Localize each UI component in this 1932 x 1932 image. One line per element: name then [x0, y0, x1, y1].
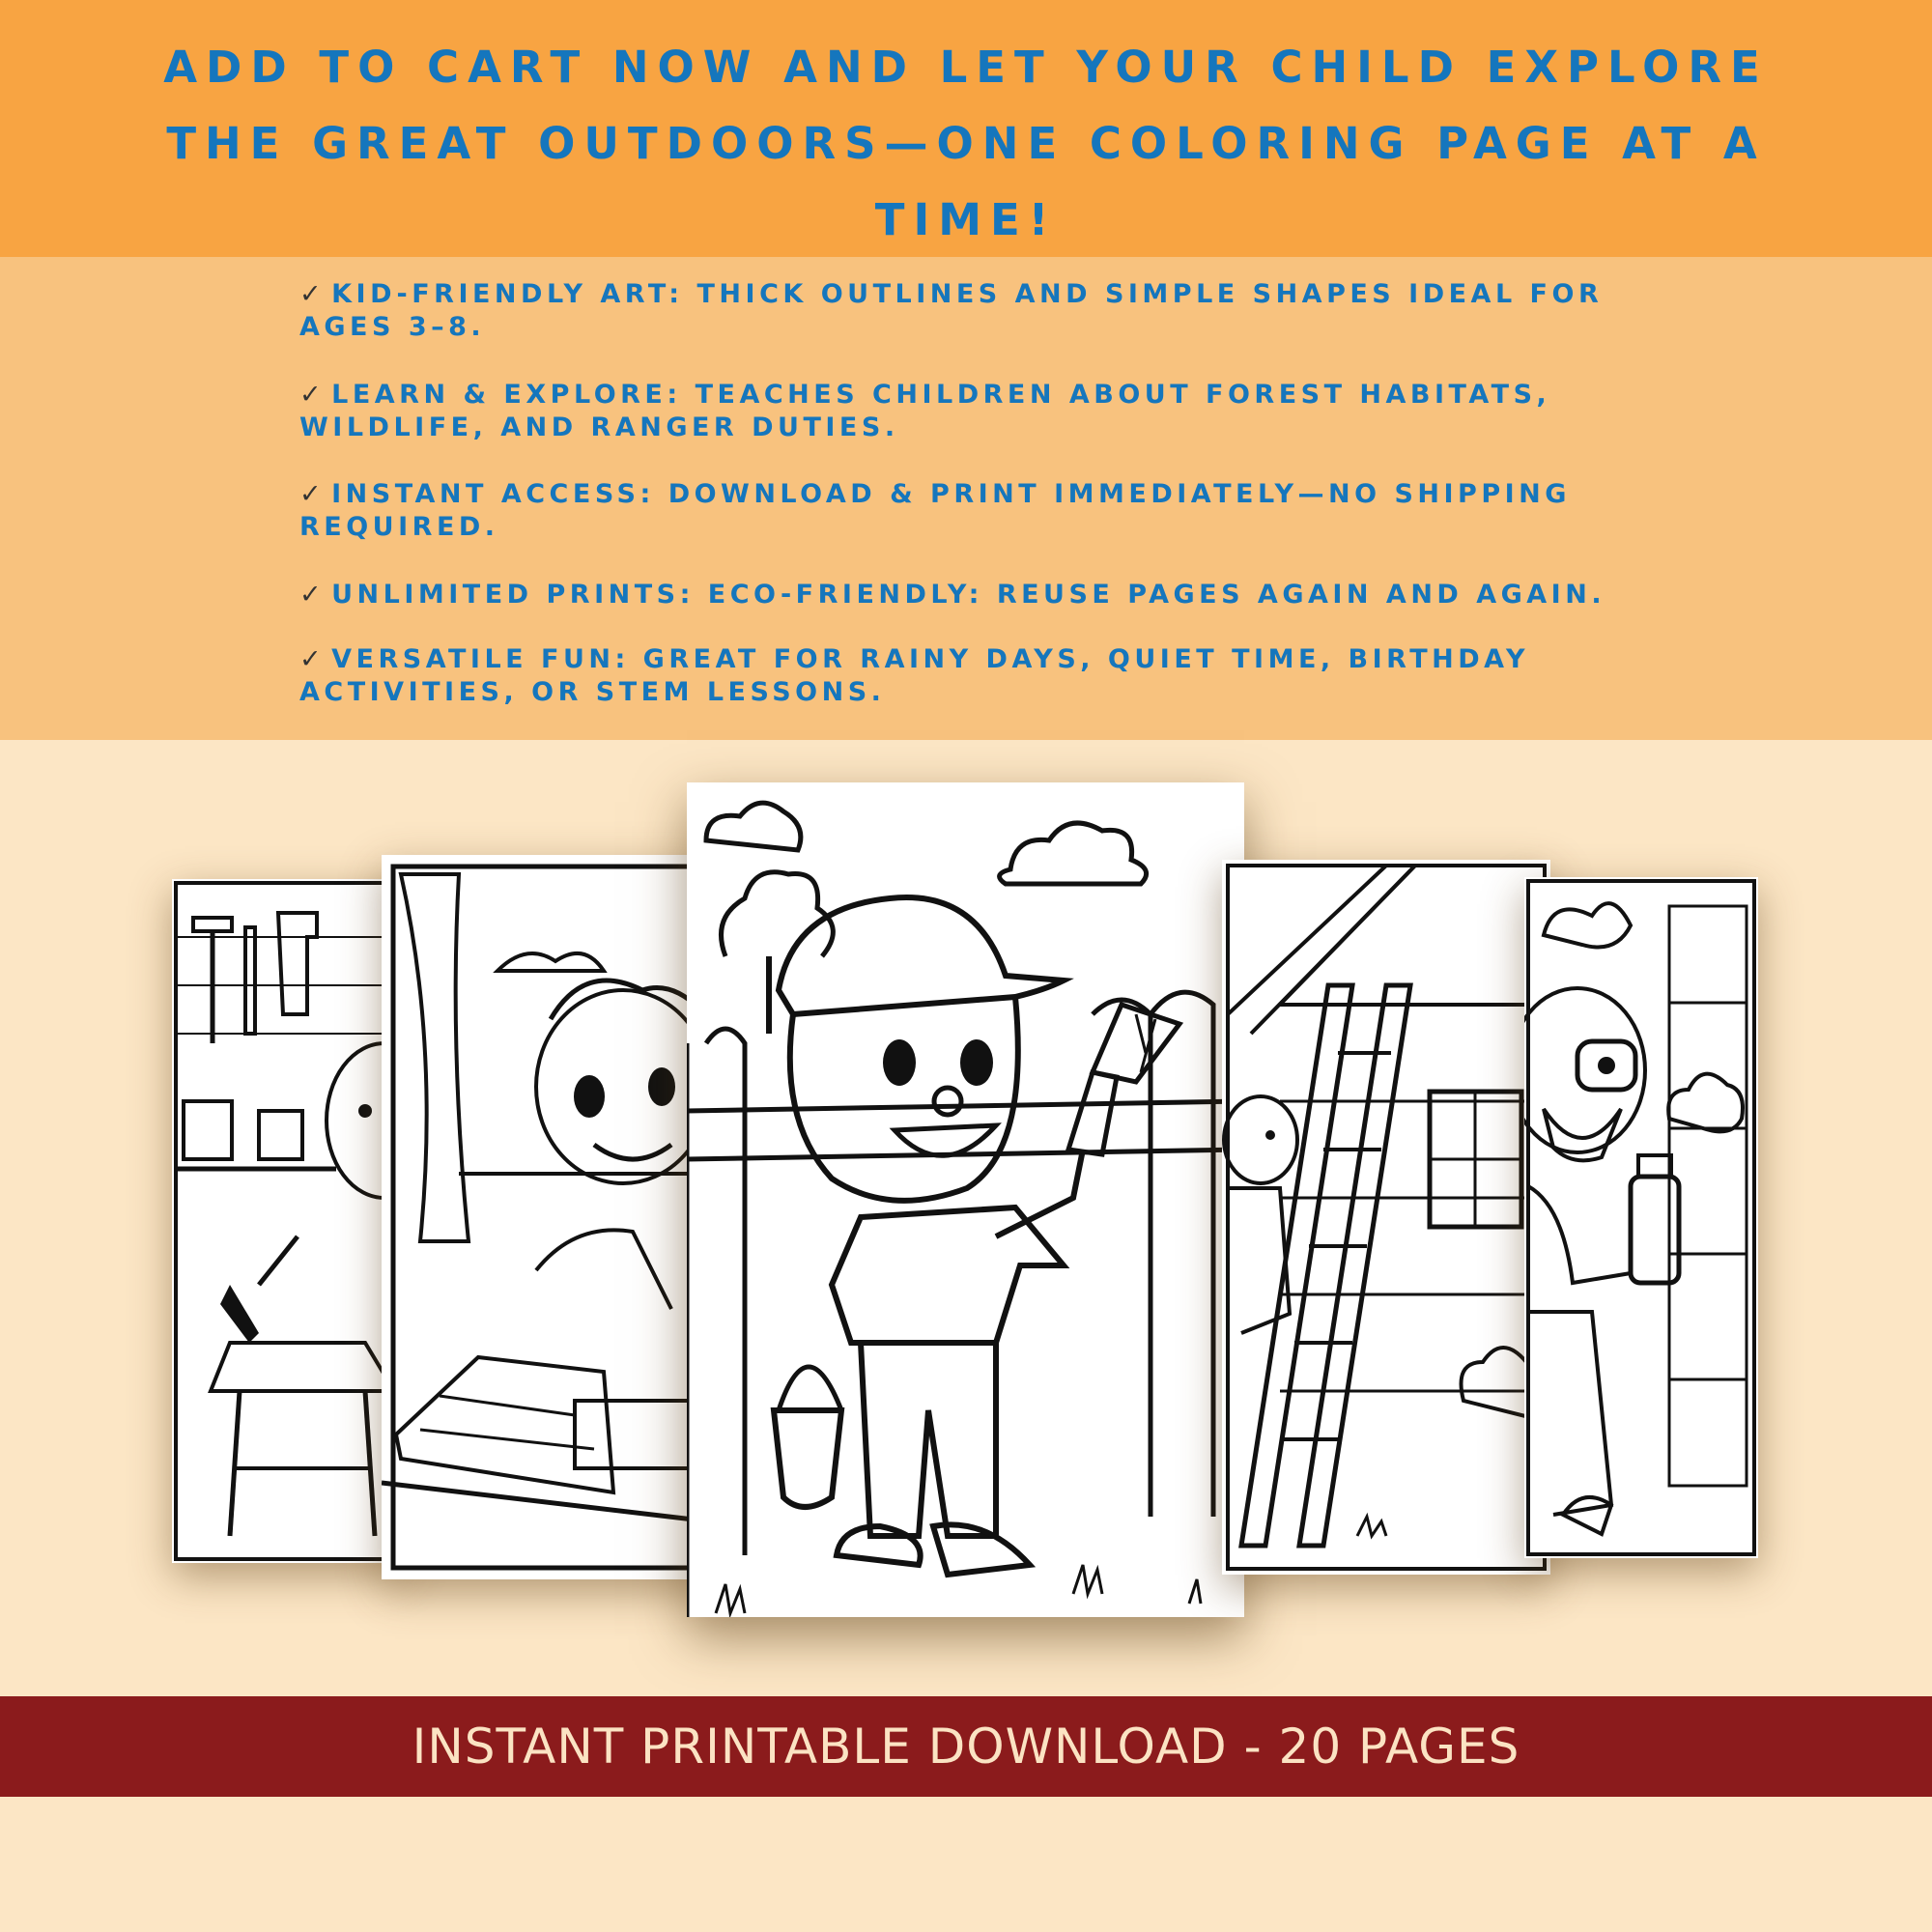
- coloring-page-illustration: [172, 879, 404, 1563]
- coloring-page-preview-2: [382, 855, 710, 1579]
- headline-banner: [0, 0, 1932, 257]
- feature-item-learn-explore: [299, 379, 1652, 444]
- coloring-page-previews: [0, 773, 1932, 1642]
- feature-text: LEARN & EXPLORE: TEACHES CHILDREN ABOUT FOREST HABITATS, WILDLIFE, AND RANGER DUTIES.: [299, 380, 1551, 442]
- coloring-page-preview-4: [1222, 860, 1550, 1575]
- feature-item-versatile-fun: [299, 643, 1652, 709]
- coloring-page-illustration: [382, 855, 710, 1579]
- check-icon: ✓: [299, 580, 327, 610]
- feature-text: INSTANT ACCESS: DOWNLOAD & PRINT IMMEDIATELY—NO SHIPPING REQUIRED.: [299, 479, 1571, 542]
- features-panel: [0, 257, 1932, 740]
- coloring-page-illustration: [687, 782, 1244, 1617]
- check-icon: ✓: [299, 380, 327, 410]
- check-icon: ✓: [299, 279, 327, 309]
- bottom-banner: [0, 1696, 1932, 1797]
- feature-item-unlimited-prints: [299, 579, 1652, 611]
- coloring-page-illustration: [1222, 860, 1550, 1575]
- feature-item-kid-friendly: [299, 278, 1652, 344]
- check-icon: ✓: [299, 644, 327, 674]
- feature-text: UNLIMITED PRINTS: ECO-FRIENDLY: REUSE PAGES AGAIN AND AGAIN.: [331, 580, 1606, 610]
- bottom-banner-text: INSTANT PRINTABLE DOWNLOAD - 20 PAGES: [412, 1719, 1520, 1775]
- coloring-page-illustration: [1524, 877, 1758, 1558]
- headline-text: ADD TO CART NOW AND LET YOUR CHILD EXPLORE THE GREAT OUTDOORS—ONE COLORING PAGE AT A TIME!: [163, 42, 1769, 245]
- feature-text: KID-FRIENDLY ART: THICK OUTLINES AND SIMPLE SHAPES IDEAL FOR AGES 3–8.: [299, 279, 1604, 342]
- check-icon: ✓: [299, 479, 327, 509]
- feature-text: VERSATILE FUN: GREAT FOR RAINY DAYS, QUIET TIME, BIRTHDAY ACTIVITIES, OR STEM LESSONS.: [299, 644, 1530, 707]
- coloring-page-preview-1: [172, 879, 404, 1563]
- coloring-page-preview-5: [1524, 877, 1758, 1558]
- coloring-page-preview-3: [687, 782, 1244, 1617]
- feature-item-instant-access: [299, 478, 1652, 544]
